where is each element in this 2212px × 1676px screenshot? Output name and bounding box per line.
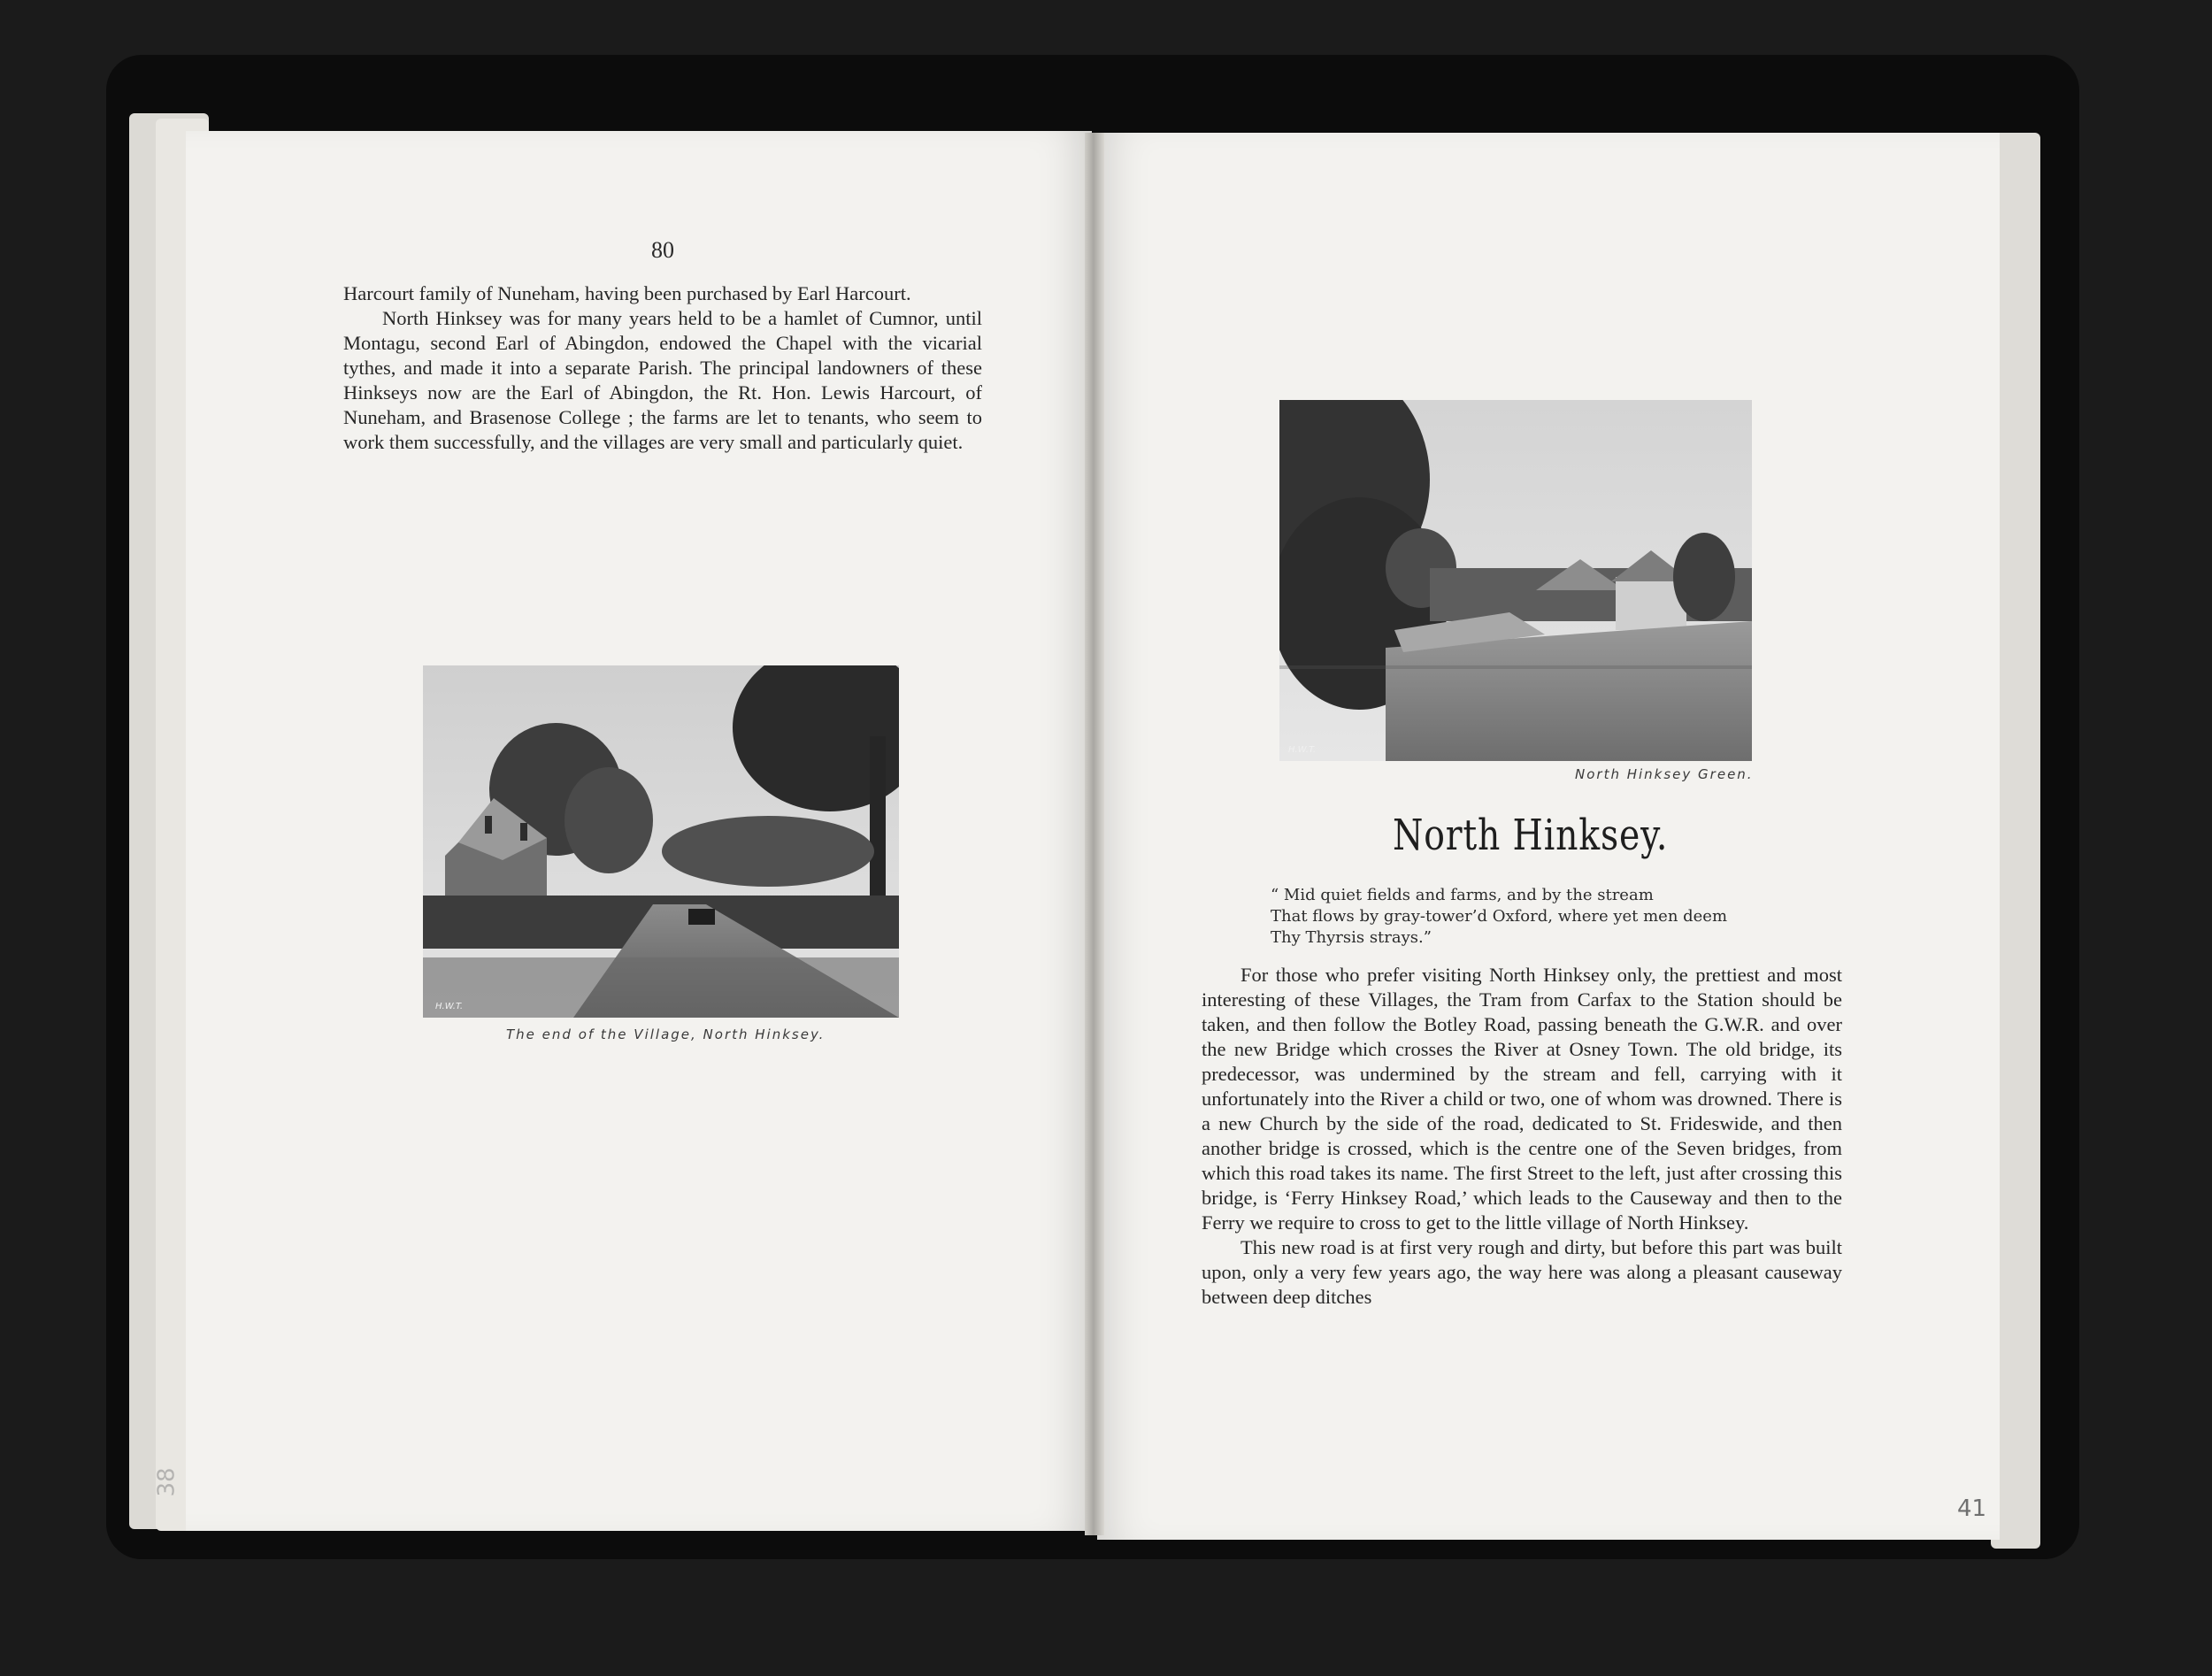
left-photo-caption: The end of the Village, North Hinksey.: [506, 1026, 826, 1042]
right-paragraph-1: For those who prefer visiting North Hinksey only, the prettiest and most interesting of these Villages, the Tram from Carfax to the Station should be taken, and then follow the Botley Road, passing beneath the G.W.R. and over the new Bridge which crosses the River at Osney Town. The old bridge, its predecessor, was undermined by the stream and fell, carrying with it unfortunately into the River a child or two, one of whom was drowned. There is a new Church by the side of the road, dedicated to St. Frideswide, and then another bridge is crossed, which is the centre one of the Seven bridges, from which this road takes its name. The first Street to the left, just after crossing this bridge, is ‘Ferry Hinksey Road,’ which leads to the Causeway and then to the Ferry we require to cross to get to the little village of North Hinksey.: [1202, 964, 1842, 1234]
book-gutter: [1085, 133, 1104, 1535]
right-paragraph-2: This new road is at first very rough and dirty, but before this part was built upon, only a very few years ago, the way here was along a pleasant causeway between deep ditches: [1202, 1236, 1842, 1308]
left-body-text: [343, 281, 982, 455]
village-end-photo: [423, 665, 899, 1018]
hinksey-green-photo-image: [1279, 400, 1752, 761]
left-paragraph-2: North Hinksey was for many years held to be a hamlet of Cumnor, until Montagu, second Earl of Abingdon, endowed the Chapel with the vicarial tythes, and made it into a separate Parish. The principal landowners of these Hinkseys now are the Earl of Abingdon, the Rt. Hon. Lewis Harcourt, of Nuneham, and Brasenose College ; the farms are let to tenants, who seem to work them successfully, and the villages are very small and particularly quiet.: [343, 307, 982, 453]
right-body-text: [1202, 963, 1842, 1310]
page-number: 80: [651, 237, 674, 263]
hinksey-green-photo: [1279, 400, 1752, 761]
village-end-photo-image: [423, 665, 899, 1018]
verse-line-3: Thy Thyrsis strays.”: [1271, 928, 1432, 947]
verse-line-1: “ Mid quiet fields and farms, and by the stream: [1271, 886, 1654, 904]
epigraph-verse: [1271, 885, 1727, 949]
left-photo-initials: H.W.T.: [435, 1002, 464, 1011]
left-paragraph-1: Harcourt family of Nuneham, having been purchased by Earl Harcourt.: [343, 282, 911, 304]
right-photo-initials: H.W.T.: [1288, 745, 1317, 755]
right-margin-mark: 41: [1957, 1495, 1987, 1522]
chapter-title: North Hinksey.: [1393, 811, 1669, 860]
right-photo-caption: North Hinksey Green.: [1575, 766, 1754, 782]
verse-line-2: That flows by gray-tower’d Oxford, where yet men deem: [1271, 907, 1728, 926]
left-margin-mark: 38: [153, 1467, 180, 1497]
